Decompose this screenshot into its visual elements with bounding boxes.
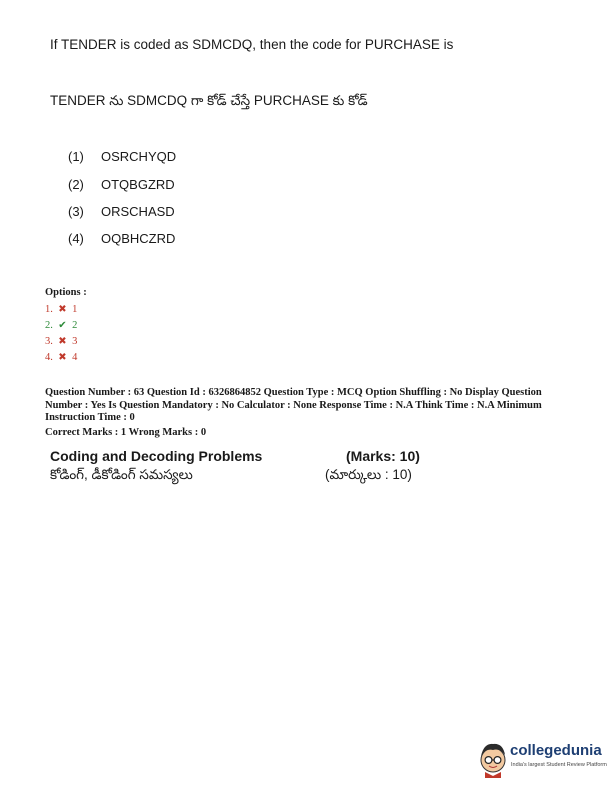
option-number: (3) <box>68 204 84 219</box>
answer-index: 3. <box>45 336 53 347</box>
option-text: OQBHCZRD <box>101 231 176 246</box>
answer-options-title: Options : <box>45 287 87 298</box>
answer-value: 1 <box>72 304 78 315</box>
cross-icon: ✖ <box>58 304 67 315</box>
option-text: OTQBGZRD <box>101 177 175 192</box>
section-marks-telugu: (మార్కులు : 10) <box>325 467 412 482</box>
option-2 <box>68 177 175 192</box>
option-number: (1) <box>68 149 84 164</box>
cross-icon: ✖ <box>58 336 67 347</box>
answer-value: 2 <box>72 320 78 331</box>
option-3 <box>68 204 175 219</box>
question-text-english: If TENDER is coded as SDMCDQ, then the code for PURCHASE is <box>50 37 454 52</box>
answer-item-4 <box>45 352 77 363</box>
answer-item-3 <box>45 336 77 347</box>
section-title-english: Coding and Decoding Problems <box>50 448 263 464</box>
question-metadata: Question Number : 63 Question Id : 6326864852 Question Type : MCQ Option Shuffling : No Display Question Number : Yes Is Question Mandatory : No Calculator : None Response Time : N.A Think Time : N.A Minimum Instruction Time : 0 <box>45 387 542 423</box>
answer-index: 2. <box>45 320 53 331</box>
question-text-telugu: TENDER ను SDMCDQ గా కోడ్ చేస్తే PURCHASE కు కోడ్ <box>50 93 368 108</box>
section-title-telugu: కోడింగ్, డీకోడింగ్ సమస్యలు <box>50 467 193 482</box>
option-4 <box>68 231 175 246</box>
answer-index: 1. <box>45 304 53 315</box>
answer-value: 4 <box>72 352 78 363</box>
logo-tagline: India's largest Student Review Platform <box>511 762 607 768</box>
option-text: OSRCHYQD <box>101 149 177 164</box>
checkmark-icon: ✔ <box>58 320 67 331</box>
answer-value: 3 <box>72 336 78 347</box>
cross-icon: ✖ <box>58 352 67 363</box>
marks-info: Correct Marks : 1 Wrong Marks : 0 <box>45 427 207 438</box>
option-number: (2) <box>68 177 84 192</box>
section-marks-english: (Marks: 10) <box>346 448 420 464</box>
answer-index: 4. <box>45 352 53 363</box>
answer-item-2 <box>45 320 77 331</box>
answer-item-1 <box>45 304 77 315</box>
option-number: (4) <box>68 231 84 246</box>
option-1 <box>68 149 176 164</box>
option-text: ORSCHASD <box>101 204 175 219</box>
logo-wordmark: collegedunia <box>510 742 602 759</box>
